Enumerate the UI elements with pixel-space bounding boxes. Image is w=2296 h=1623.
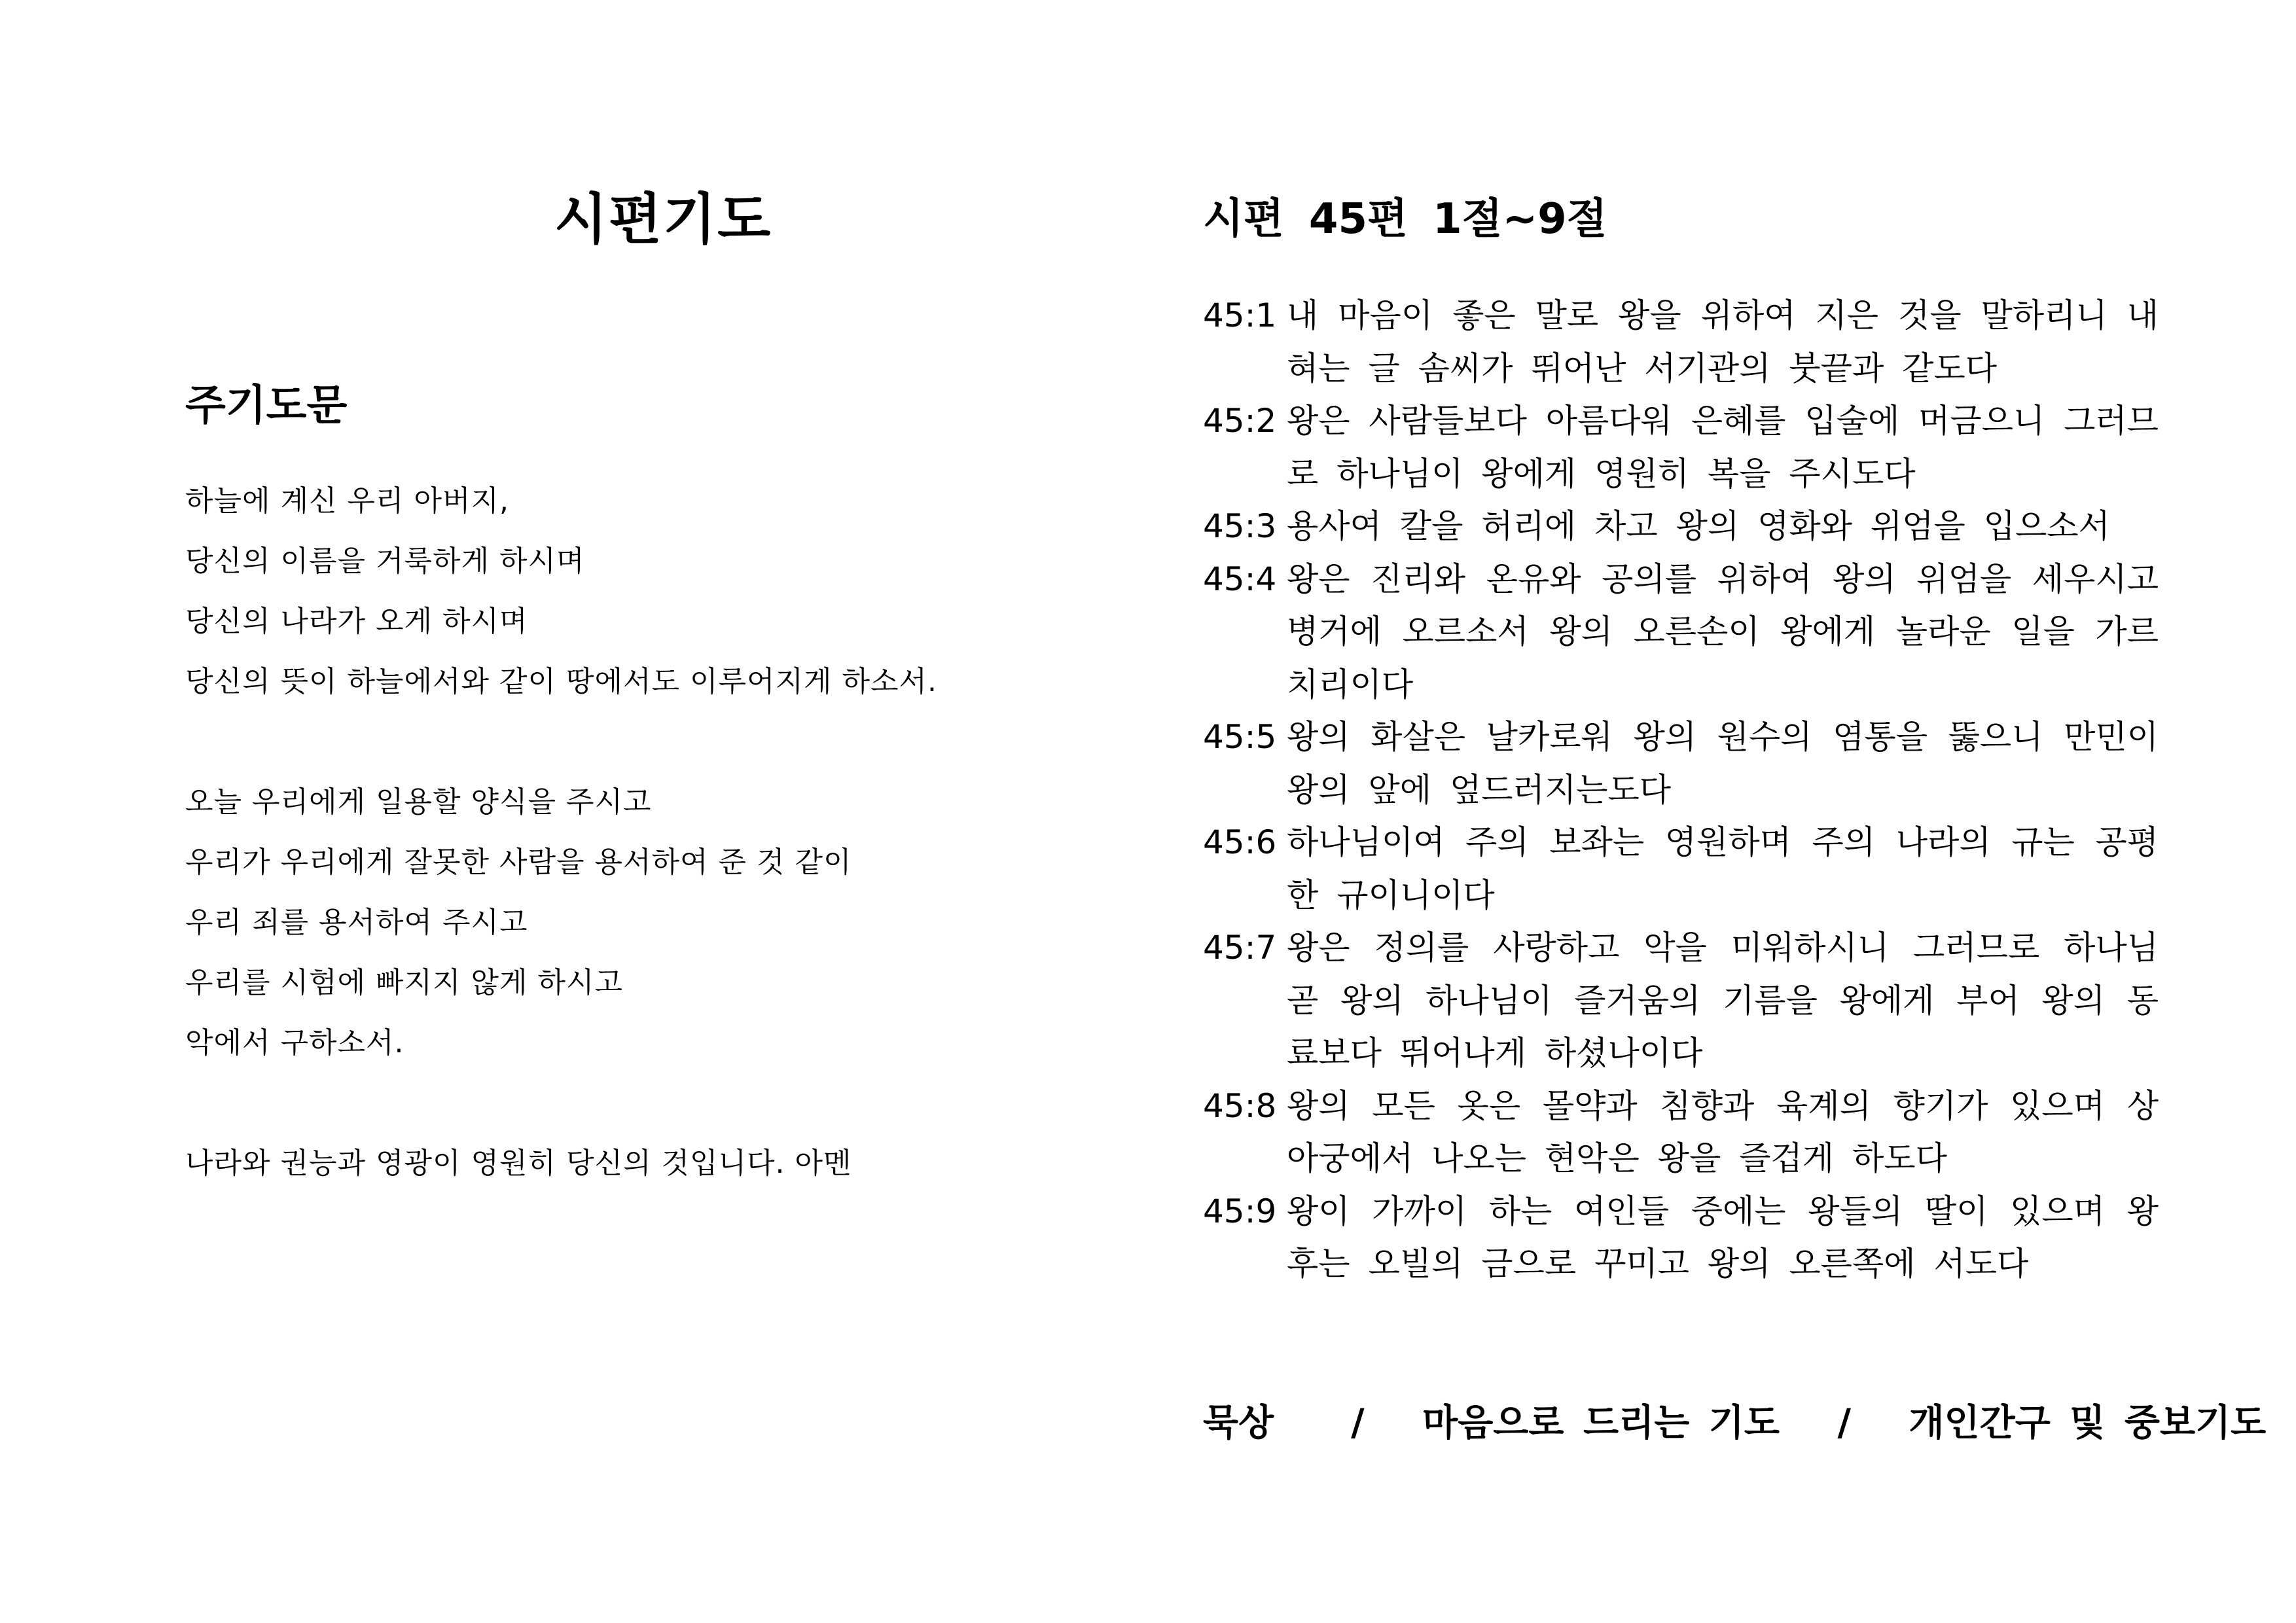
verse-number: 45:6 <box>1203 823 1277 861</box>
verse-number: 45:8 <box>1203 1086 1277 1125</box>
verse-text: 왕은 정의를 사랑하고 악을 미워하시니 그러므로 하나님 곧 왕의 하나님이 즐거움의 기름을 왕에게 부어 왕의 동료보다 뛰어나게 하셨나이다 <box>1287 929 2159 1072</box>
verse-number: 45:3 <box>1203 507 1277 545</box>
verse-item <box>1203 711 2159 816</box>
verse-number: 45:5 <box>1203 718 1277 756</box>
psalm-title: 시편 45편 1절~9절 <box>1203 195 1607 243</box>
page-title: 시편기도 <box>554 187 772 251</box>
verse-item <box>1203 395 2159 500</box>
verse-item <box>1203 921 2159 1080</box>
prayer-line: 악에서 구하소서. <box>185 1026 404 1060</box>
lords-prayer-text <box>185 471 1141 1194</box>
psalm-verses <box>1203 289 2159 1291</box>
section-title: 주기도문 <box>185 382 348 430</box>
verse-item <box>1203 553 2159 711</box>
verse-item <box>1203 1185 2159 1291</box>
verse-number: 45:2 <box>1203 402 1277 440</box>
verse-text: 왕은 진리와 온유와 공의를 위하여 왕의 위엄을 세우시고 병거에 오르소서 왕의 오른손이 왕에게 놀라운 일을 가르치리이다 <box>1287 560 2159 704</box>
paragraph-gap <box>185 1073 1141 1133</box>
verse-item <box>1203 816 2159 921</box>
verse-number: 45:1 <box>1203 296 1277 334</box>
prayer-line: 우리 죄를 용서하여 주시고 <box>185 906 528 939</box>
prayer-line: 오늘 우리에게 일용할 양식을 주시고 <box>185 785 652 819</box>
verse-text: 하나님이여 주의 보좌는 영원하며 주의 나라의 규는 공평한 규이니이다 <box>1287 823 2159 914</box>
verse-text: 왕의 모든 옷은 몰약과 침향과 육계의 향기가 있으며 상아궁에서 나오는 현악은 왕을 즐겁게 하도다 <box>1287 1086 2159 1177</box>
verse-number: 45:7 <box>1203 929 1277 967</box>
prayer-line: 우리가 우리에게 잘못한 사람을 용서하여 준 것 같이 <box>185 846 852 879</box>
verse-text: 용사여 칼을 허리에 차고 왕의 영화와 위엄을 입으소서 <box>1287 507 2110 545</box>
prayer-line: 당신의 뜻이 하늘에서와 같이 땅에서도 이루어지게 하소서. <box>185 665 937 698</box>
prayer-line: 당신의 이름을 거룩하게 하시며 <box>185 544 585 578</box>
verse-text: 왕은 사람들보다 아름다워 은혜를 입술에 머금으니 그러므로 하나님이 왕에게 영원히 복을 주시도다 <box>1287 402 2159 493</box>
verse-item <box>1203 1080 2159 1185</box>
verse-item <box>1203 500 2159 553</box>
verse-number: 45:4 <box>1203 560 1277 598</box>
verse-number: 45:9 <box>1203 1192 1277 1230</box>
paragraph-gap <box>185 712 1141 772</box>
prayer-line: 당신의 나라가 오게 하시며 <box>185 605 528 638</box>
prayer-order-footer: 묵상 / 마음으로 드리는 기도 / 개인간구 및 중보기도 <box>1203 1402 2267 1444</box>
prayer-line: 나라와 권능과 영광이 영원히 당신의 것입니다. 아멘 <box>185 1147 852 1180</box>
prayer-line: 하늘에 계신 우리 아버지, <box>185 484 509 518</box>
verse-text: 왕이 가까이 하는 여인들 중에는 왕들의 딸이 있으며 왕후는 오빌의 금으로 꾸미고 왕의 오른쪽에 서도다 <box>1287 1192 2159 1283</box>
verse-item <box>1203 289 2159 395</box>
prayer-line: 우리를 시험에 빠지지 않게 하시고 <box>185 966 623 999</box>
verse-text: 왕의 화살은 날카로워 왕의 원수의 염통을 뚫으니 만민이 왕의 앞에 엎드러지는도다 <box>1287 718 2159 809</box>
verse-text: 내 마음이 좋은 말로 왕을 위하여 지은 것을 말하리니 내 혀는 글 솜씨가 뛰어난 서기관의 붓끝과 같도다 <box>1287 296 2159 387</box>
